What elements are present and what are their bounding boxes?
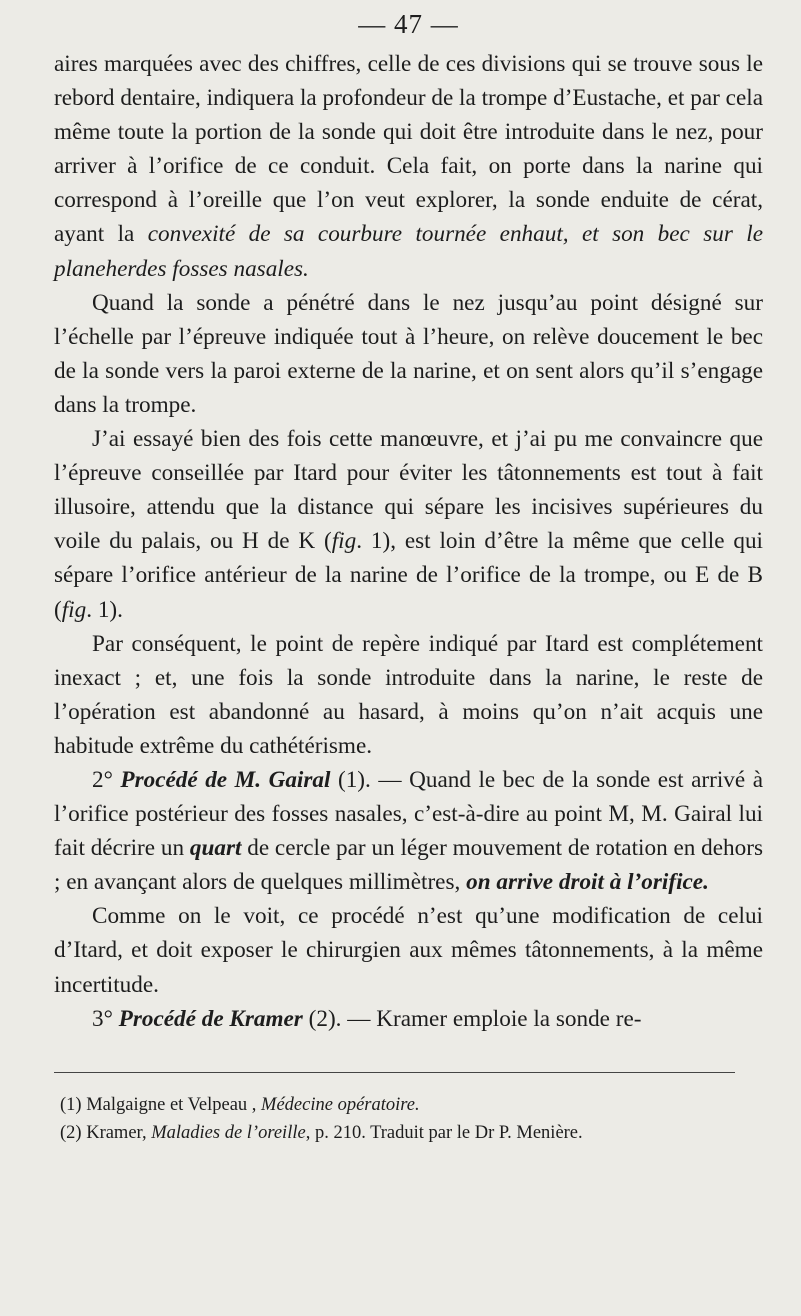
footnote-rule (54, 1072, 735, 1073)
body-text (54, 47, 763, 1036)
p5-emphasis: on arrive droit à l’orifice. (466, 869, 709, 896)
paragraph-4: Par conséquent, le point de repère indiqué par Itard est complétement inexact ; et, une fois la sonde introduite dans la narine, le reste de l’opération est abandonné au hasard, à moins qu’on n’ait acquis une habitude extrême du cathétérisme. (54, 630, 763, 759)
footnote-1-title: Médecine opératoire. (261, 1094, 420, 1115)
footnote-2-title: Maladies de l’oreille (151, 1122, 306, 1143)
p1-emphasis-end (136, 256, 309, 282)
p7-number: 3° (92, 1005, 119, 1032)
p5-text-a: (1). — Quand le bec de la sonde est arrivé à l’orifice postérieur des fosses nasales, c’est-à-dire au point M, M. Gairal lui fait décrire un (54, 766, 763, 862)
paragraph-1 (54, 47, 763, 286)
paragraph-3 (54, 422, 763, 627)
footnote-2-rest: , p. 210. Traduit par le Dr P. Menière. (305, 1122, 583, 1143)
p1-emphasis-tail: des fosses nasales. (135, 255, 309, 282)
p5-number: 2° (92, 766, 121, 793)
p5-text-b: de cercle par un léger mouvement de rotation en dehors ; en avançant alors de quelques millimètres, (54, 835, 763, 896)
footnote-2-marker: (2) (60, 1122, 82, 1143)
p5-section-title: Procédé de M. Gairal (120, 766, 331, 793)
p3-fig-ref-1: fig (331, 528, 357, 555)
p1-emphasis: convexité de sa courbure tournée enhaut, et son bec sur le planeher (54, 221, 763, 282)
paragraph-2: Quand la sonde a pénétré dans le nez jusqu’au point désigné sur l’échelle par l’épreuve indiquée tout à l’heure, on relève doucement le bec de la sonde vers la paroi externe de la narine, et on sent alors qu’il s’engage dans la trompe. (54, 289, 763, 418)
footnote-2 (54, 1119, 763, 1147)
p3-fig-ref-2: fig (61, 596, 87, 623)
footnotes (54, 1091, 763, 1147)
p7-section-title: Procédé de Kramer (118, 1005, 303, 1032)
p3-text-a: J’ai essayé bien des fois cette manœuvre, et j’ai pu me convaincre que l’épreuve conseillée par Itard pour éviter les tâtonnements est tout à fait illusoire, attendu que la distance qui sépare les incisives supérieures du voile du palais, ou H de K ( (54, 426, 763, 555)
p3-text-c: . 1). (86, 596, 123, 623)
footnote-2-text: Kramer, (81, 1122, 152, 1143)
p1-text: aires marquées avec des chiffres, celle de ces divisions qui se trouve sous le rebord dentaire, indiquera la profondeur de la trompe d’Eustache, et par cela même toute la portion de la sonde qui doit être introduite dans le nez, pour arriver à l’orifice de ce conduit. Cela fait, on porte dans la narine qui correspond à l’oreille que l’on veut explorer, la sonde enduite de cérat, ayant la (54, 51, 763, 248)
p5-quart: quart (189, 835, 242, 862)
footnote-1-text: Malgaigne et Velpeau , (81, 1094, 262, 1115)
footnote-1 (54, 1091, 763, 1119)
footnote-1-marker: (1) (60, 1094, 82, 1115)
page-number: — 47 — (358, 9, 459, 39)
p3-text-b: . 1), est loin d’être la même que celle qui sépare l’orifice antérieur de la narine de l’orifice de la trompe, ou E de B ( (54, 528, 764, 623)
paragraph-5 (54, 763, 763, 899)
paragraph-6: Comme on le voit, ce procédé n’est qu’une modification de celui d’Itard, et doit exposer le chirurgien aux mêmes tâtonnements, à la même incertitude. (54, 903, 763, 998)
paragraph-7 (54, 1002, 763, 1036)
p7-text: (2). — Kramer emploie la sonde re- (302, 1005, 642, 1032)
